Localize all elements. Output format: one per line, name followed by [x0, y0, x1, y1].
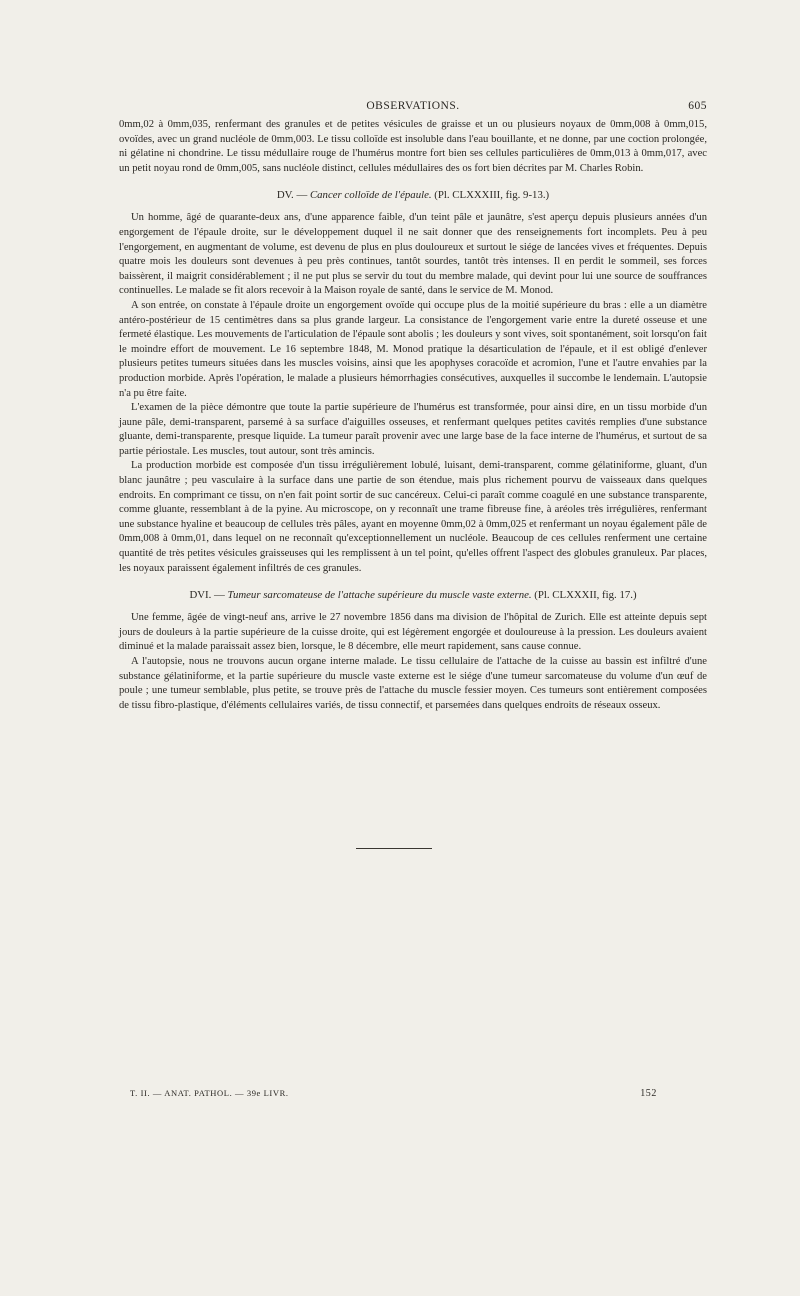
header-title: OBSERVATIONS. [366, 100, 460, 112]
paragraph: L'examen de la pièce démontre que toute la partie supérieure de l'humérus est transformée, pour ainsi dire, en un tissu morbide d'un jaune pâle, demi-transparent, parsemé à sa surface d'aiguilles osseuses, et renfermant quelques petites cavités remplies d'une substance gluante, demi-transparente, presque liquide. La tumeur paraît provenir avec une large base de la face interne de l'humérus, et surtout de sa partie périostale. Les muscles, tout autour, sont très amincis. [119, 402, 707, 457]
paragraph: La production morbide est composée d'un tissu irrégulièrement lobulé, luisant, demi-transparent, comme gélatiniforme, gluant, d'un blanc jaunâtre ; peu vasculaire à la surface dans une partie de son étendue, mais plus richement pourvu de vaisseaux dans quelques endroits. En comprimant ce tissu, on n'en fait point sortir de suc cancéreux. Celui-ci paraît comme coagulé en une substance transparente, comme gluante, ressemblant à de la pyine. Au microscope, on y reconnaît une trame fibreuse fine, à aréoles très irrégulières, renfermant une substance hyaline et beaucoup de cellules très pâles, ayant en moyenne 0mm,02 à 0mm,025 et renfermant un noyau également pâle de 0mm,008 à 0mm,01, dans lequel on ne reconnaît qu'exceptionnellement un nucléole. Beaucoup de ces cellules renferment une certaine quantité de très petites vésicules graisseuses qui les remplissent à un tel point, qu'elles offrent l'aspect des globules granuleux. Par places, les noyaux paraissent également infiltrés de ces granules. [119, 460, 707, 574]
section-title: Cancer colloïde de l'épaule. [309, 189, 432, 202]
running-header [119, 100, 707, 118]
footer-sheet-number: 152 [640, 1088, 657, 1099]
page-number: 605 [688, 100, 707, 112]
page-footer [130, 1088, 657, 1102]
section-ref: (Pl. CLXXXII, fig. 17.) [534, 589, 637, 602]
section-title: Tumeur sarcomateuse de l'attache supérieure du muscle vaste externe. [227, 589, 532, 602]
paragraph: A l'autopsie, nous ne trouvons aucun organe interne malade. Le tissu cellulaire de l'attache de la cuisse au bassin est infiltré d'une substance gélatiniforme, et la partie supérieure du muscle vaste externe est le siége d'une tumeur sarcomateuse du volume d'un œuf de poule ; une tumeur semblable, plus petite, se trouve près de l'attache du muscle fessier moyen. Ces tumeurs sont entièrement composées de tissu fibro-plastique, d'éléments cellulaires variés, de tissu connectif, et parsemées dans quelques endroits de réseaux osseux. [119, 656, 707, 711]
section-number: DVI. — [189, 589, 225, 602]
paragraph: Une femme, âgée de vingt-neuf ans, arrive le 27 novembre 1856 dans ma division de l'hôpital de Zurich. Elle est atteinte depuis sept jours de douleurs à la partie supérieure de la cuisse droite, qui est légèrement engorgée et douloureuse à la pression. Les douleurs avaient diminué et la malade paraissait assez bien, lorsque, le 8 décembre, elle meurt rapidement, sans cause connue. [119, 612, 707, 653]
section-heading-dv [119, 188, 707, 202]
end-rule [356, 848, 432, 849]
paragraph: A son entrée, on constate à l'épaule droite un engorgement ovoïde qui occupe plus de la moitié supérieure du bras : elle a un diamètre antéro-postérieur de 15 centimètres dans sa plus grande largeur. La consistance de l'engorgement varie entre la dureté osseuse et une fermeté élastique. Les mouvements de l'articulation de l'épaule sont abolis ; les douleurs y sont vives, soit spontanément, soit lorsqu'on fait le moindre effort de mouvement. Le 16 septembre 1848, M. Monod pratique la désarticulation de l'épaule, et il est obligé d'enlever plusieurs petites tumeurs situées dans les muscles voisins, ainsi que les apophyses coracoïde et acromion, l'une et l'autre envahies par la production morbide. Après l'opération, le malade a plusieurs hémorrhagies consécutives, auxquelles il succombe le lendemain. L'autopsie n'a pu être faite. [119, 299, 707, 399]
footer-signature: T. II. — ANAT. PATHOL. — 39e LIVR. [130, 1088, 289, 1098]
section-number: DV. — [276, 189, 308, 202]
section-heading-dvi [119, 588, 707, 602]
section-ref: (Pl. CLXXXIII, fig. 9-13.) [434, 189, 550, 202]
paragraph: 0mm,02 à 0mm,035, renfermant des granules et de petites vésicules de graisse et un ou plusieurs noyaux de 0mm,008 à 0mm,015, ovoïdes, avec un grand nucléole de 0mm,003. Le tissu colloïde est insoluble dans l'eau bouillante, et ne donne, par une coction prolongée, ni gélatine ni chondrine. Le tissu médullaire rouge de l'humérus montre fort bien ses cellules particulières de 0mm,013 à 0mm,017, avec un petit noyau rond de 0mm,005, sans nucléole distinct, cellules médullaires des os fort bien décrites par M. Charles Robin. [119, 119, 707, 174]
paragraph: Un homme, âgé de quarante-deux ans, d'une apparence faible, d'un teint pâle et jaunâtre, s'est aperçu depuis plusieurs années d'un engorgement de l'épaule droite, sur le développement duquel il ne sait donner que des renseignements fort incomplets. Peu à peu l'engorgement, en augmentant de volume, est devenu de plus en plus douloureux et surtout le siége de lancées vives et fréquentes. Depuis quatre mois les douleurs sont devenues à peu près continues, tantôt sourdes, tantôt très intenses. Il en perdit le sommeil, ses forces baissèrent, il maigrit considérablement ; il ne put plus se servir du tout du membre malade, qui devint pour lui une source de souffrances continuelles. Le malade se fit alors recevoir à la Maison royale de santé, dans le service de M. Monod. [119, 212, 707, 297]
page-body [119, 118, 707, 713]
page [119, 100, 707, 713]
